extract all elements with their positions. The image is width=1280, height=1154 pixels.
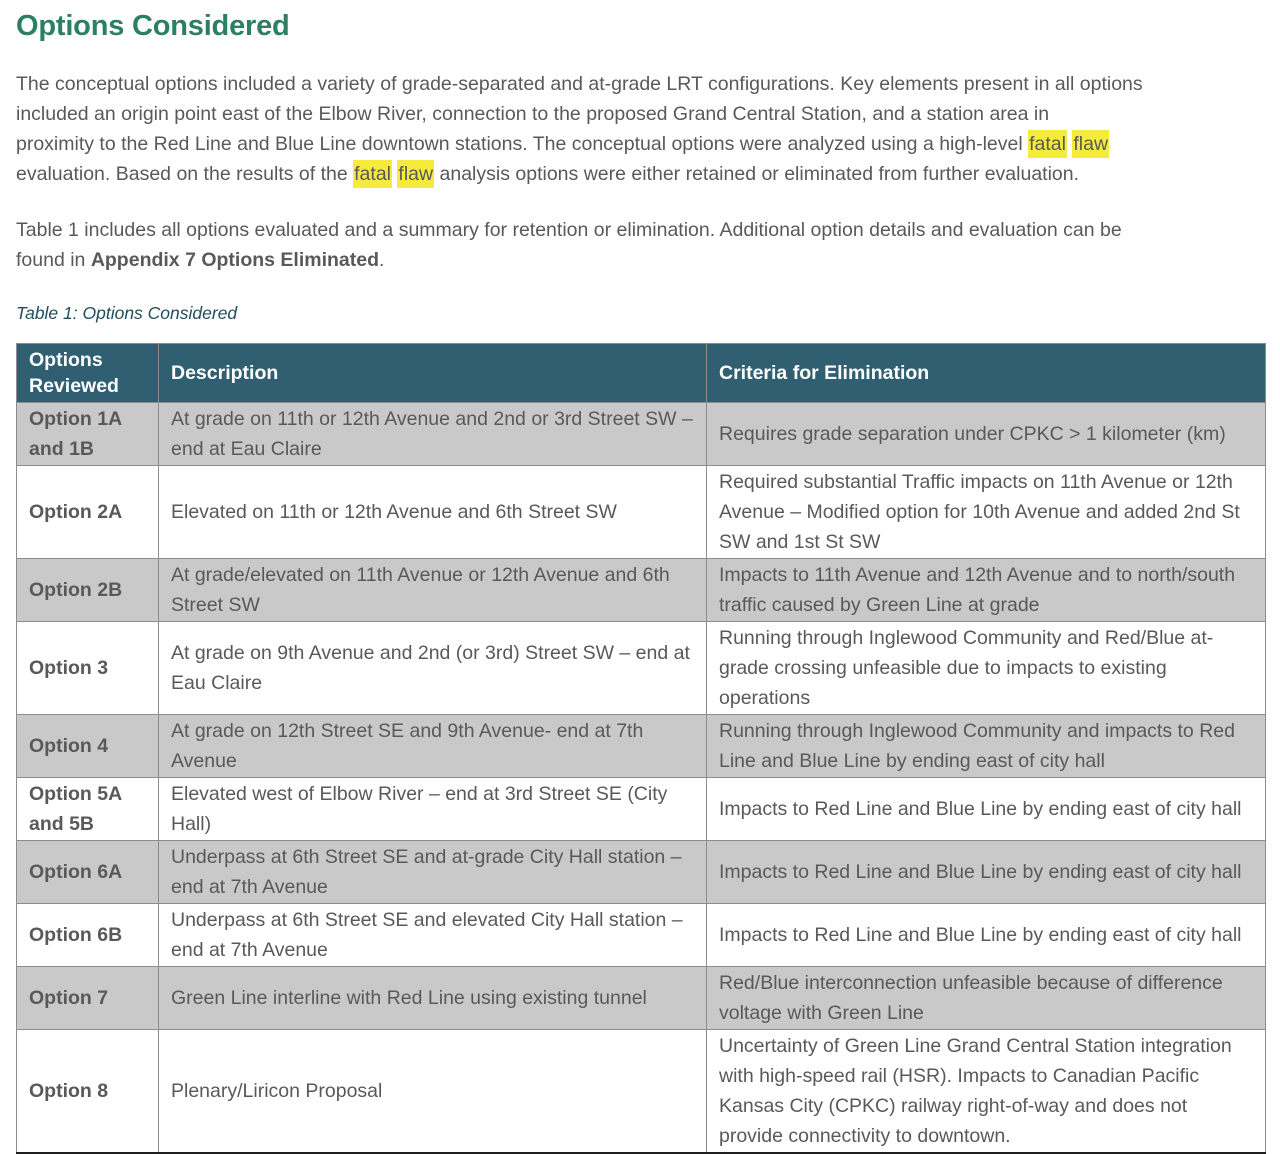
text-segment: found in [16,249,91,271]
option-cell: Option 3 [17,622,159,715]
description-cell: Elevated west of Elbow River – end at 3rd Street SE (City Hall) [159,778,707,841]
option-cell: Option 6A [17,841,159,904]
column-header-1: Description [159,344,707,403]
criteria-cell: Requires grade separation under CPKC > 1 kilometer (km) [707,403,1266,466]
option-cell: Option 6B [17,904,159,967]
highlighted-text: fatal [353,160,392,188]
table-row [17,967,1266,1030]
text-segment: The conceptual options included a variety of grade-separated and at-grade LRT configurations. Key elements present in all options [16,73,1143,95]
header-row [17,344,1266,403]
table-reference-paragraph [16,215,1280,275]
table-row [17,841,1266,904]
option-cell: Option 8 [17,1030,159,1154]
text-line [16,129,1280,159]
criteria-cell: Running through Inglewood Community and Red/Blue at-grade crossing unfeasible due to impacts to existing operations [707,622,1266,715]
text-segment: . [379,249,385,271]
description-cell: At grade/elevated on 11th Avenue or 12th Avenue and 6th Street SW [159,559,707,622]
table-row [17,1030,1266,1154]
paragraph-spacer [16,189,1280,215]
table-row [17,715,1266,778]
highlighted-text: flaw [1072,130,1109,158]
options-table [16,343,1266,1154]
text-line [16,69,1280,99]
text-segment: included an origin point east of the Elbow River, connection to the proposed Grand Central Station, and a station area in [16,103,1050,125]
criteria-cell: Uncertainty of Green Line Grand Central Station integration with high-speed rail (HSR). Impacts to Canadian Pacific Kansas City (CPKC) railway right-of-way and does not provide connectivity to downtown. [707,1030,1266,1154]
table-row [17,904,1266,967]
description-cell: Green Line interline with Red Line using existing tunnel [159,967,707,1030]
option-cell: Option 1A and 1B [17,403,159,466]
description-cell: Underpass at 6th Street SE and at-grade City Hall station – end at 7th Avenue [159,841,707,904]
text-segment: proximity to the Red Line and Blue Line downtown stations. The conceptual options were analyzed using a high-level [16,133,1029,155]
option-cell: Option 2B [17,559,159,622]
criteria-cell: Impacts to Red Line and Blue Line by ending east of city hall [707,904,1266,967]
criteria-cell: Impacts to 11th Avenue and 12th Avenue and to north/south traffic caused by Green Line at grade [707,559,1266,622]
description-cell: Elevated on 11th or 12th Avenue and 6th Street SW [159,466,707,559]
text-line [16,215,1280,245]
text-line [16,99,1280,129]
option-cell: Option 5A and 5B [17,778,159,841]
text-line [16,245,1280,275]
option-cell: Option 4 [17,715,159,778]
page-title: Options Considered [16,10,290,42]
table-caption: Table 1: Options Considered [16,303,238,323]
option-cell: Option 7 [17,967,159,1030]
table-row [17,466,1266,559]
column-header-2: Criteria for Elimination [707,344,1266,403]
bold-text: Appendix 7 Options Eliminated [90,249,380,271]
criteria-cell: Red/Blue interconnection unfeasible because of difference voltage with Green Line [707,967,1266,1030]
description-cell: At grade on 12th Street SE and 9th Avenue- end at 7th Avenue [159,715,707,778]
text-segment: Table 1 includes all options evaluated and a summary for retention or elimination. Additional option details and evaluation can be [16,219,1122,241]
column-header-0: Options Reviewed [17,344,159,403]
criteria-cell: Impacts to Red Line and Blue Line by ending east of city hall [707,841,1266,904]
text-segment: evaluation. Based on the results of the [16,163,354,185]
criteria-cell: Required substantial Traffic impacts on 11th Avenue or 12th Avenue – Modified option for 10th Avenue and added 2nd St SW and 1st St SW [707,466,1266,559]
description-cell: Underpass at 6th Street SE and elevated City Hall station – end at 7th Avenue [159,904,707,967]
text-line [16,159,1280,189]
table-row [17,403,1266,466]
table-row [17,778,1266,841]
table-row [17,622,1266,715]
criteria-cell: Impacts to Red Line and Blue Line by ending east of city hall [707,778,1266,841]
highlighted-text: flaw [397,160,434,188]
table-head [17,344,1266,403]
description-cell: At grade on 9th Avenue and 2nd (or 3rd) Street SW – end at Eau Claire [159,622,707,715]
option-cell: Option 2A [17,466,159,559]
text-segment: analysis options were either retained or eliminated from further evaluation. [434,163,1080,185]
description-cell: At grade on 11th or 12th Avenue and 2nd or 3rd Street SW – end at Eau Claire [159,403,707,466]
intro-paragraph [16,69,1280,189]
table-row [17,559,1266,622]
criteria-cell: Running through Inglewood Community and impacts to Red Line and Blue Line by ending east of city hall [707,715,1266,778]
description-cell: Plenary/Liricon Proposal [159,1030,707,1154]
highlighted-text: fatal [1028,130,1067,158]
table-body [17,403,1266,1154]
